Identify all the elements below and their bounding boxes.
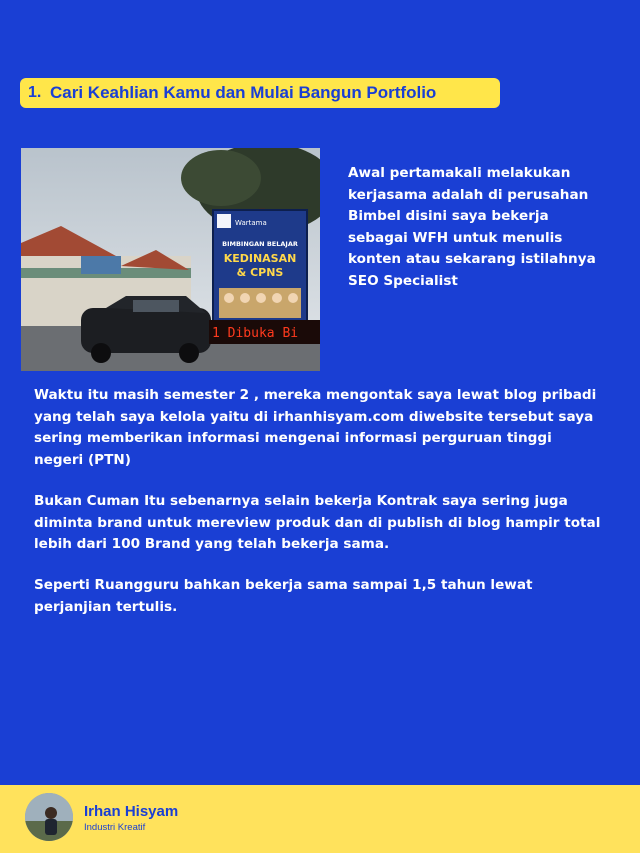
section-title: Cari Keahlian Kamu dan Mulai Bangun Portfolio	[50, 83, 437, 102]
author-name: Irhan Hisyam	[84, 803, 179, 820]
paragraph-2: Bukan Cuman Itu sebenarnya selain bekerja Kontrak saya sering juga diminta brand untuk mereview produk dan di publish di blog hampir total lebih dari 100 Brand yang telah bekerja sama.	[34, 493, 601, 552]
paragraph-1: Waktu itu masih semester 2 , mereka mengontak saya lewat blog pribadi yang telah saya kelola yaitu di irhanhisyam.com diwebsite tersebut saya sering memberikan informasi mengenai informasi perguruan tinggi negeri (PTN)	[34, 387, 597, 468]
author-role: Industri Kreatif	[84, 822, 146, 833]
intro-text: Awal pertamakali melakukan kerjasama adalah di perusahan Bimbel disini saya bekerja sebagai WFH untuk menulis konten atau sekarang istilahnya SEO Specialist	[348, 165, 596, 289]
section-number: 1.	[28, 84, 42, 101]
office-photo	[21, 148, 320, 371]
sign-line-3: & CPNS	[236, 266, 284, 279]
avatar	[25, 793, 73, 841]
sign-line-1: BIMBINGAN BELAJAR	[222, 240, 298, 248]
section-heading	[20, 78, 500, 108]
author-footer	[0, 785, 640, 853]
paragraph-3: Seperti Ruangguru bahkan bekerja sama sampai 1,5 tahun lewat perjanjian tertulis.	[34, 577, 533, 615]
sign-line-2: KEDINASAN	[223, 252, 297, 265]
sign-brand: Wartama	[235, 219, 267, 227]
led-text: 1 Dibuka Bi	[212, 326, 299, 341]
